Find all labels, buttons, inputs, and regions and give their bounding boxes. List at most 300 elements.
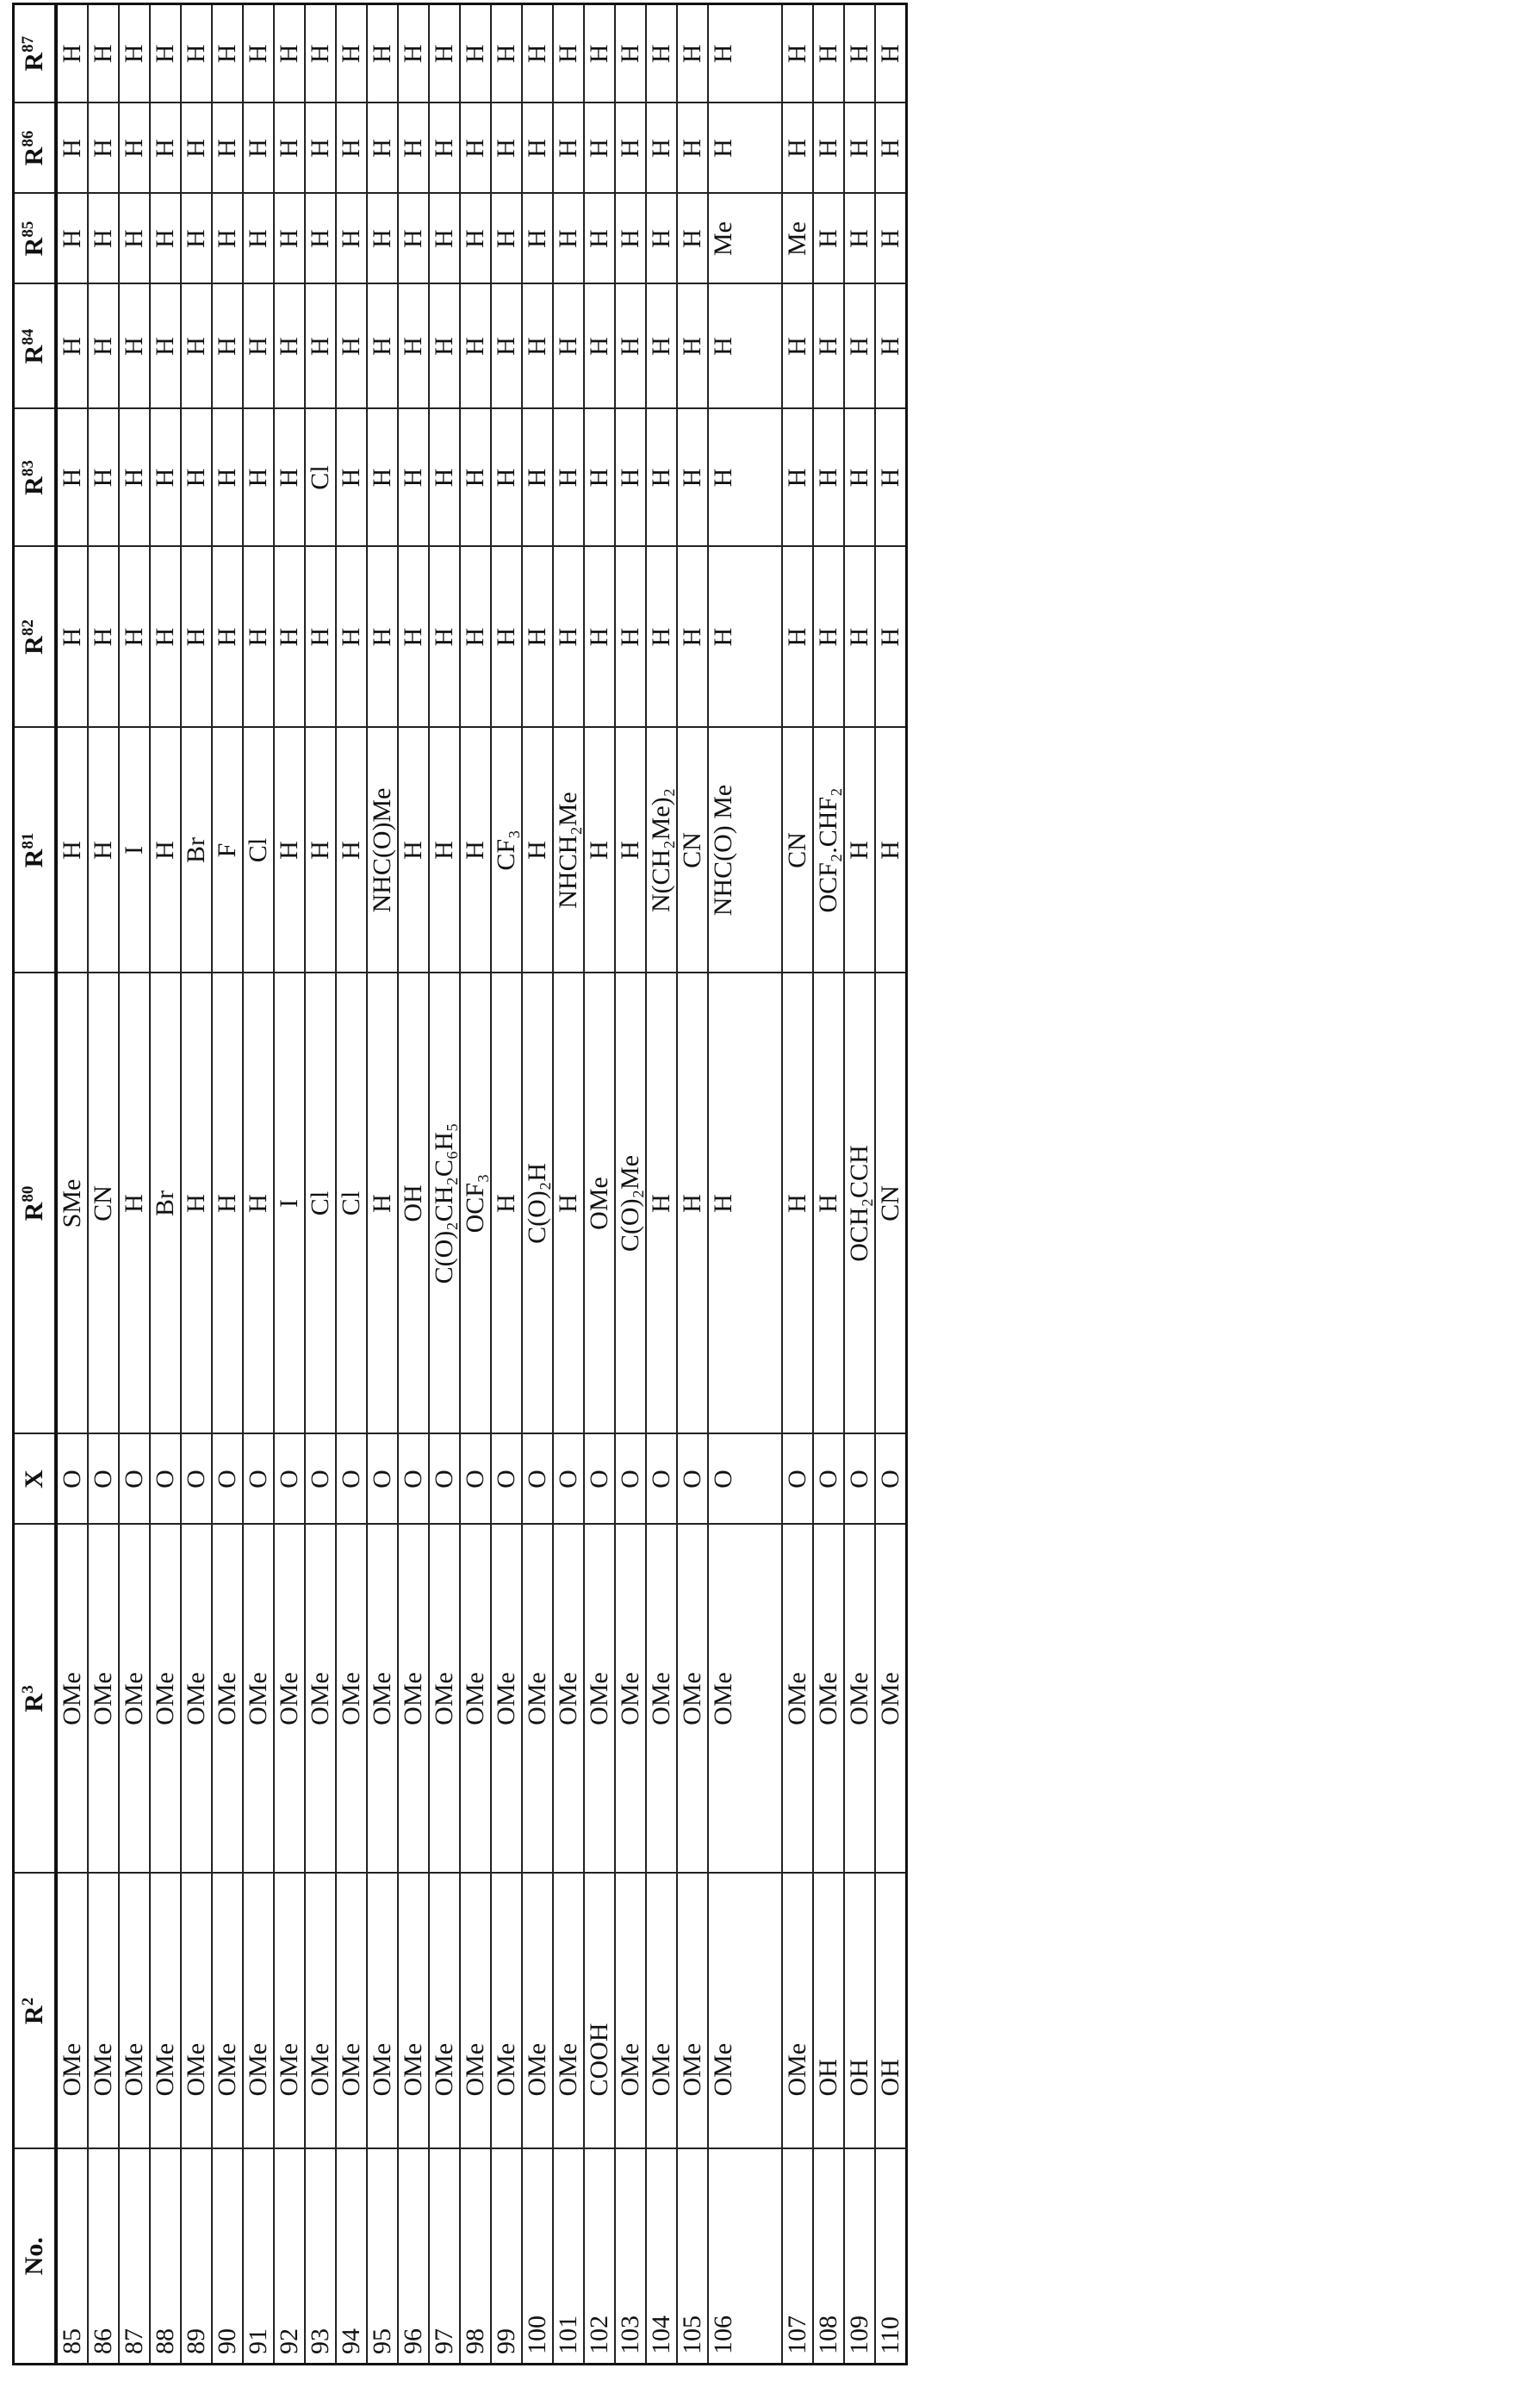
cell-r82: H xyxy=(336,547,367,728)
header-r83 xyxy=(14,409,57,547)
cell-r80: OH xyxy=(398,973,429,1434)
cell-r3: OMe xyxy=(336,1525,367,1874)
cell-r87: H xyxy=(56,4,88,103)
cell-no: 86 xyxy=(88,2149,119,2365)
cell-r87: H xyxy=(646,4,677,103)
header-r81 xyxy=(14,728,57,973)
cell-x: O xyxy=(336,1434,367,1525)
cell-r85: H xyxy=(429,194,460,284)
cell-r81: H xyxy=(56,728,88,973)
cell-r86: H xyxy=(522,103,553,194)
header-superscript: 84 xyxy=(19,328,37,345)
cell-r80: H xyxy=(782,973,813,1434)
cell-r81: H xyxy=(522,728,553,973)
cell-r82: H xyxy=(813,547,844,728)
cell-r84: H xyxy=(398,284,429,409)
cell-no: 89 xyxy=(181,2149,212,2365)
cell-r3: OMe xyxy=(181,1525,212,1874)
cell-r87: H xyxy=(88,4,119,103)
cell-r81: N(CH₂Me)₂ xyxy=(646,728,677,973)
table-row xyxy=(646,4,677,2365)
cell-x: O xyxy=(553,1434,584,1525)
cell-r82: H xyxy=(553,547,584,728)
header-x xyxy=(14,1434,57,1525)
cell-r87: H xyxy=(491,4,522,103)
table-row xyxy=(615,4,646,2365)
cell-r82: H xyxy=(460,547,491,728)
cell-r3: OMe xyxy=(844,1525,875,1874)
cell-r80: C(O)₂Me xyxy=(615,973,646,1434)
cell-r83: H xyxy=(367,409,398,547)
cell-r81: H xyxy=(584,728,615,973)
cell-r2: OMe xyxy=(88,1874,119,2149)
cell-r81: F xyxy=(212,728,243,973)
cell-r84: H xyxy=(88,284,119,409)
cell-r3: OMe xyxy=(56,1525,88,1874)
cell-r86: H xyxy=(553,103,584,194)
cell-r87: H xyxy=(460,4,491,103)
cell-r83: H xyxy=(398,409,429,547)
cell-r81: H xyxy=(305,728,336,973)
cell-no: 94 xyxy=(336,2149,367,2365)
header-superscript: 87 xyxy=(19,35,37,53)
cell-r82: H xyxy=(844,547,875,728)
cell-x: O xyxy=(243,1434,274,1525)
cell-r3: OMe xyxy=(646,1525,677,1874)
cell-r80: H xyxy=(677,973,708,1434)
cell-r80: H xyxy=(708,973,782,1434)
cell-r84: H xyxy=(615,284,646,409)
cell-no: 104 xyxy=(646,2149,677,2365)
cell-r81: NHC(O) Me xyxy=(708,728,782,973)
cell-r81: NHCH₂Me xyxy=(553,728,584,973)
cell-r3: OMe xyxy=(615,1525,646,1874)
cell-r3: OMe xyxy=(150,1525,181,1874)
cell-r87: H xyxy=(615,4,646,103)
cell-r2: OMe xyxy=(56,1874,88,2149)
cell-r86: H xyxy=(88,103,119,194)
cell-r82: H xyxy=(522,547,553,728)
table-row xyxy=(119,4,150,2365)
cell-r80: Cl xyxy=(336,973,367,1434)
cell-r84: H xyxy=(646,284,677,409)
cell-r83: H xyxy=(460,409,491,547)
cell-r86: H xyxy=(181,103,212,194)
table-row xyxy=(460,4,491,2365)
cell-r86: H xyxy=(398,103,429,194)
header-label: R xyxy=(20,52,48,71)
cell-r86: H xyxy=(336,103,367,194)
cell-r87: H xyxy=(305,4,336,103)
cell-x: O xyxy=(491,1434,522,1525)
cell-r86: H xyxy=(491,103,522,194)
cell-r81: H xyxy=(844,728,875,973)
cell-r2: OMe xyxy=(646,1874,677,2149)
cell-r81: H xyxy=(398,728,429,973)
cell-r81: H xyxy=(429,728,460,973)
cell-r87: H xyxy=(336,4,367,103)
cell-r84: H xyxy=(460,284,491,409)
cell-r81: Br xyxy=(181,728,212,973)
cell-r85: H xyxy=(677,194,708,284)
cell-x: O xyxy=(150,1434,181,1525)
cell-r85: H xyxy=(553,194,584,284)
header-superscript: 3 xyxy=(19,1685,37,1694)
table-row xyxy=(150,4,181,2365)
cell-r86: H xyxy=(367,103,398,194)
cell-r82: H xyxy=(119,547,150,728)
table-row xyxy=(875,4,907,2365)
cell-r82: H xyxy=(677,547,708,728)
cell-r85: H xyxy=(522,194,553,284)
cell-r86: H xyxy=(305,103,336,194)
cell-r86: H xyxy=(584,103,615,194)
cell-x: O xyxy=(875,1434,907,1525)
table-row xyxy=(305,4,336,2365)
cell-r87: H xyxy=(782,4,813,103)
cell-r85: Me xyxy=(782,194,813,284)
cell-r81: CN xyxy=(782,728,813,973)
cell-r82: H xyxy=(150,547,181,728)
cell-r2: OMe xyxy=(708,1874,782,2149)
cell-no: 108 xyxy=(813,2149,844,2365)
cell-r83: H xyxy=(677,409,708,547)
cell-x: O xyxy=(782,1434,813,1525)
cell-x: O xyxy=(708,1434,782,1525)
cell-r83: H xyxy=(584,409,615,547)
cell-r86: H xyxy=(150,103,181,194)
cell-r81: CN xyxy=(677,728,708,973)
cell-r86: H xyxy=(56,103,88,194)
cell-r81: H xyxy=(88,728,119,973)
cell-r85: H xyxy=(491,194,522,284)
cell-no: 88 xyxy=(150,2149,181,2365)
cell-r84: H xyxy=(782,284,813,409)
cell-no: 110 xyxy=(875,2149,907,2365)
header-r85 xyxy=(14,194,57,284)
cell-no: 85 xyxy=(56,2149,88,2365)
cell-r83: H xyxy=(336,409,367,547)
cell-r85: H xyxy=(336,194,367,284)
header-r87 xyxy=(14,4,57,103)
header-r3 xyxy=(14,1525,57,1874)
cell-r85: H xyxy=(584,194,615,284)
cell-r80: H xyxy=(553,973,584,1434)
cell-r83: Cl xyxy=(305,409,336,547)
cell-no: 87 xyxy=(119,2149,150,2365)
cell-r82: H xyxy=(491,547,522,728)
header-no xyxy=(14,2149,57,2365)
cell-r87: H xyxy=(243,4,274,103)
cell-r80: C(O)₂H xyxy=(522,973,553,1434)
table-row xyxy=(56,4,88,2365)
cell-r86: H xyxy=(677,103,708,194)
cell-r80: CN xyxy=(875,973,907,1434)
cell-r83: H xyxy=(875,409,907,547)
cell-r3: OMe xyxy=(708,1525,782,1874)
cell-no: 103 xyxy=(615,2149,646,2365)
header-label: X xyxy=(20,1470,48,1489)
header-label: R xyxy=(20,636,48,655)
cell-r3: OMe xyxy=(491,1525,522,1874)
cell-r84: H xyxy=(708,284,782,409)
cell-r85: H xyxy=(243,194,274,284)
header-label: R xyxy=(20,848,48,868)
table-row xyxy=(336,4,367,2365)
cell-no: 91 xyxy=(243,2149,274,2365)
cell-r3: OMe xyxy=(553,1525,584,1874)
table-row xyxy=(522,4,553,2365)
cell-r83: H xyxy=(88,409,119,547)
cell-r3: OMe xyxy=(677,1525,708,1874)
cell-r2: OH xyxy=(813,1874,844,2149)
cell-r2: OMe xyxy=(305,1874,336,2149)
cell-no: 97 xyxy=(429,2149,460,2365)
cell-no: 101 xyxy=(553,2149,584,2365)
header-superscript: 2 xyxy=(19,1997,37,2006)
cell-r2: OH xyxy=(844,1874,875,2149)
cell-r86: H xyxy=(429,103,460,194)
cell-r87: H xyxy=(181,4,212,103)
cell-r82: H xyxy=(243,547,274,728)
header-label: No. xyxy=(20,2237,48,2276)
cell-r85: H xyxy=(844,194,875,284)
cell-r3: OMe xyxy=(119,1525,150,1874)
cell-x: O xyxy=(522,1434,553,1525)
cell-r83: H xyxy=(813,409,844,547)
cell-x: O xyxy=(274,1434,305,1525)
cell-r84: H xyxy=(305,284,336,409)
cell-r86: H xyxy=(212,103,243,194)
cell-r84: H xyxy=(813,284,844,409)
cell-r2: OMe xyxy=(336,1874,367,2149)
cell-r84: H xyxy=(336,284,367,409)
cell-r2: OMe xyxy=(782,1874,813,2149)
cell-r83: H xyxy=(150,409,181,547)
cell-r80: SMe xyxy=(56,973,88,1434)
cell-r85: H xyxy=(150,194,181,284)
cell-x: O xyxy=(813,1434,844,1525)
cell-r83: H xyxy=(646,409,677,547)
cell-r86: H xyxy=(460,103,491,194)
cell-r87: H xyxy=(429,4,460,103)
cell-r80: H xyxy=(181,973,212,1434)
table-row xyxy=(367,4,398,2365)
cell-x: O xyxy=(844,1434,875,1525)
cell-r80: Cl xyxy=(305,973,336,1434)
cell-r84: H xyxy=(677,284,708,409)
cell-r81: H xyxy=(274,728,305,973)
table-row xyxy=(243,4,274,2365)
cell-r81: H xyxy=(615,728,646,973)
cell-r87: H xyxy=(844,4,875,103)
table-row xyxy=(708,4,782,2365)
cell-r80: H xyxy=(243,973,274,1434)
cell-r3: OMe xyxy=(460,1525,491,1874)
table-row xyxy=(398,4,429,2365)
table-row xyxy=(813,4,844,2365)
cell-x: O xyxy=(88,1434,119,1525)
compound-table xyxy=(12,3,908,2365)
cell-r87: H xyxy=(398,4,429,103)
cell-r81: Cl xyxy=(243,728,274,973)
cell-r84: H xyxy=(522,284,553,409)
cell-r87: H xyxy=(274,4,305,103)
header-label: R xyxy=(20,146,48,166)
cell-r2: OMe xyxy=(677,1874,708,2149)
cell-r81: H xyxy=(460,728,491,973)
cell-x: O xyxy=(429,1434,460,1525)
cell-r85: H xyxy=(88,194,119,284)
cell-r2: OMe xyxy=(212,1874,243,2149)
cell-r83: H xyxy=(491,409,522,547)
cell-r84: H xyxy=(367,284,398,409)
header-superscript: 82 xyxy=(19,619,37,637)
cell-r85: H xyxy=(813,194,844,284)
cell-no: 102 xyxy=(584,2149,615,2365)
cell-r83: H xyxy=(56,409,88,547)
cell-r80: H xyxy=(813,973,844,1434)
cell-r87: H xyxy=(150,4,181,103)
header-r84 xyxy=(14,284,57,409)
cell-r83: H xyxy=(615,409,646,547)
cell-r82: H xyxy=(782,547,813,728)
cell-r2: OMe xyxy=(553,1874,584,2149)
header-label: R xyxy=(20,1693,48,1712)
cell-no: 93 xyxy=(305,2149,336,2365)
table-row xyxy=(553,4,584,2365)
cell-r85: H xyxy=(305,194,336,284)
cell-r82: H xyxy=(584,547,615,728)
cell-r86: H xyxy=(243,103,274,194)
cell-r82: H xyxy=(274,547,305,728)
cell-x: O xyxy=(212,1434,243,1525)
cell-r80: I xyxy=(274,973,305,1434)
cell-r2: OMe xyxy=(491,1874,522,2149)
cell-r3: OMe xyxy=(398,1525,429,1874)
header-row xyxy=(14,4,57,2365)
cell-r83: H xyxy=(522,409,553,547)
cell-r84: H xyxy=(212,284,243,409)
table-row xyxy=(782,4,813,2365)
cell-r80: H xyxy=(367,973,398,1434)
cell-r83: H xyxy=(553,409,584,547)
header-superscript: 85 xyxy=(19,221,37,238)
cell-no: 109 xyxy=(844,2149,875,2365)
cell-r87: H xyxy=(119,4,150,103)
cell-r3: OMe xyxy=(584,1525,615,1874)
cell-r84: H xyxy=(119,284,150,409)
cell-r2: OMe xyxy=(243,1874,274,2149)
cell-r84: H xyxy=(181,284,212,409)
cell-x: O xyxy=(677,1434,708,1525)
cell-r87: H xyxy=(708,4,782,103)
cell-r2: OMe xyxy=(150,1874,181,2149)
table-body xyxy=(56,4,907,2365)
cell-r3: OMe xyxy=(88,1525,119,1874)
cell-r80: H xyxy=(646,973,677,1434)
cell-r80: OCF₃ xyxy=(460,973,491,1434)
cell-r84: H xyxy=(875,284,907,409)
cell-x: O xyxy=(56,1434,88,1525)
cell-no: 105 xyxy=(677,2149,708,2365)
cell-r2: OMe xyxy=(274,1874,305,2149)
cell-r82: H xyxy=(646,547,677,728)
cell-no: 99 xyxy=(491,2149,522,2365)
table-row xyxy=(88,4,119,2365)
cell-r85: H xyxy=(212,194,243,284)
cell-r82: H xyxy=(398,547,429,728)
table-row xyxy=(274,4,305,2365)
cell-r2: OMe xyxy=(460,1874,491,2149)
cell-r81: H xyxy=(336,728,367,973)
cell-r86: H xyxy=(875,103,907,194)
cell-no: 95 xyxy=(367,2149,398,2365)
cell-x: O xyxy=(646,1434,677,1525)
cell-r85: H xyxy=(181,194,212,284)
cell-r2: OMe xyxy=(119,1874,150,2149)
cell-r80: CN xyxy=(88,973,119,1434)
cell-r2: OMe xyxy=(429,1874,460,2149)
cell-r84: H xyxy=(491,284,522,409)
cell-r85: H xyxy=(615,194,646,284)
cell-r87: H xyxy=(522,4,553,103)
cell-r2: COOH xyxy=(584,1874,615,2149)
cell-r87: H xyxy=(875,4,907,103)
cell-r86: H xyxy=(646,103,677,194)
cell-r83: H xyxy=(274,409,305,547)
cell-r83: H xyxy=(119,409,150,547)
cell-r84: H xyxy=(584,284,615,409)
table-row xyxy=(844,4,875,2365)
cell-r83: H xyxy=(212,409,243,547)
cell-x: O xyxy=(398,1434,429,1525)
cell-r3: OMe xyxy=(782,1525,813,1874)
cell-x: O xyxy=(615,1434,646,1525)
cell-r85: H xyxy=(56,194,88,284)
cell-no: 100 xyxy=(522,2149,553,2365)
cell-r85: H xyxy=(398,194,429,284)
cell-r85: H xyxy=(460,194,491,284)
cell-r2: OH xyxy=(875,1874,907,2149)
header-label: R xyxy=(20,2005,48,2025)
header-superscript: 81 xyxy=(19,832,37,849)
cell-r2: OMe xyxy=(367,1874,398,2149)
cell-r82: H xyxy=(88,547,119,728)
cell-x: O xyxy=(181,1434,212,1525)
cell-r81: H xyxy=(875,728,907,973)
table-row xyxy=(429,4,460,2365)
cell-r83: H xyxy=(844,409,875,547)
cell-no: 92 xyxy=(274,2149,305,2365)
header-label: R xyxy=(20,1202,48,1221)
cell-r84: H xyxy=(150,284,181,409)
cell-r80: C(O)₂CH₂C₆H₅ xyxy=(429,973,460,1434)
cell-r85: H xyxy=(119,194,150,284)
cell-r80: Br xyxy=(150,973,181,1434)
cell-x: O xyxy=(305,1434,336,1525)
table-row xyxy=(212,4,243,2365)
cell-r83: H xyxy=(181,409,212,547)
cell-r83: H xyxy=(708,409,782,547)
cell-r85: H xyxy=(646,194,677,284)
cell-r87: H xyxy=(813,4,844,103)
table-row xyxy=(491,4,522,2365)
cell-r3: OMe xyxy=(274,1525,305,1874)
cell-r3: OMe xyxy=(367,1525,398,1874)
header-label: R xyxy=(20,345,48,364)
cell-r81: NHC(O)Me xyxy=(367,728,398,973)
